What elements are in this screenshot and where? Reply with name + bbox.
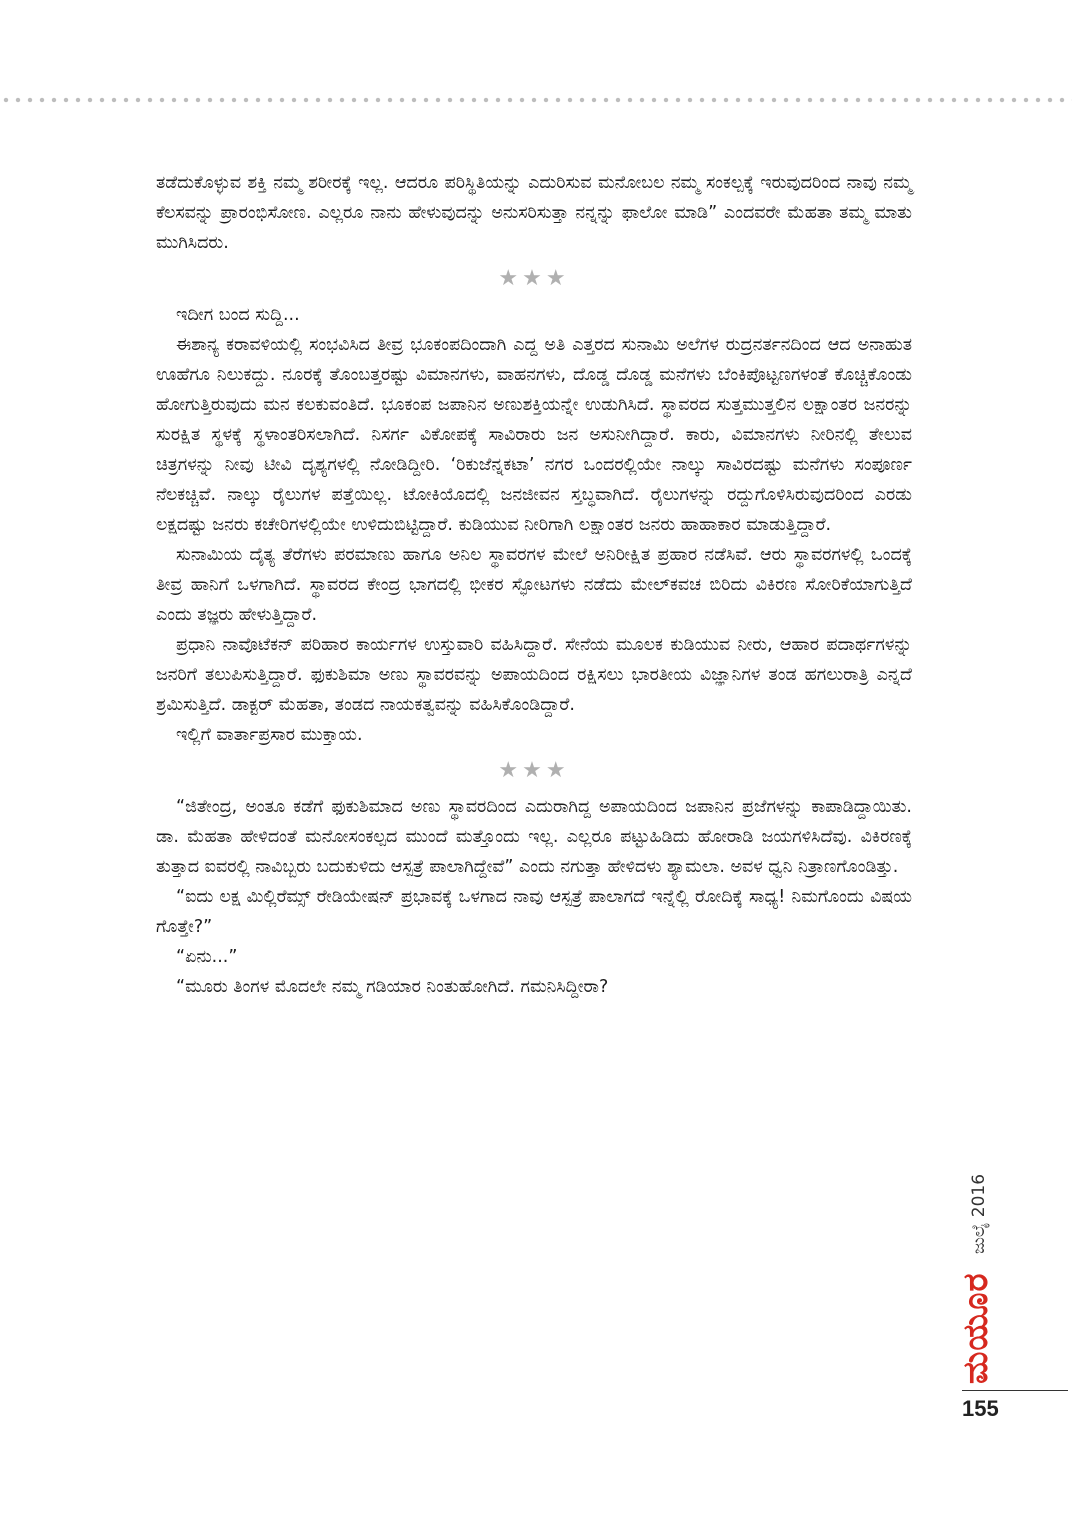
issue-date: ಜುಲೈ 2016 xyxy=(969,1173,989,1254)
magazine-sidebar xyxy=(946,1134,1026,1384)
paragraph: “ಐದು ಲಕ್ಷ ಮಿಲ್ಲಿರೆಮ್ಸ್ ರೇಡಿಯೇಷನ್ ಪ್ರಭಾವಕ್ಕೆ ಒಳಗಾದ ನಾವು ಆಸ್ಪತ್ರೆ ಪಾಲಾಗದೆ ಇನ್ನೆಲ್ಲಿ ರೋದಿಕ್ಕೆ ಸಾಧ್ಯ! ನಿಮಗೊಂದು ವಿಷಯ ಗೊತ್ತೇ?” xyxy=(156,887,912,937)
paragraph: “ಮೂರು ತಿಂಗಳ ಮೊದಲೇ ನಮ್ಮ ಗಡಿಯಾರ ನಿಂತುಹೋಗಿದೆ. ಗಮನಿಸಿದ್ದೀರಾ? xyxy=(176,977,609,997)
page-number-rule xyxy=(962,1390,1068,1391)
paragraph: ಸುನಾಮಿಯ ದೈತ್ಯ ತೆರೆಗಳು ಪರಮಾಣು ಹಾಗೂ ಅನಿಲ ಸ್ಥಾವರಗಳ ಮೇಲೆ ಅನಿರೀಕ್ಷಿತ ಪ್ರಹಾರ ನಡೆಸಿವೆ. ಆರು ಸ್ಥಾವರಗಳಲ್ಲಿ ಒಂದಕ್ಕೆ ತೀವ್ರ ಹಾನಿಗೆ ಒಳಗಾಗಿದೆ. ಸ್ಥಾವರದ ಕೇಂದ್ರ ಭಾಗದಲ್ಲಿ ಭೀಕರ ಸ್ಫೋಟಗಳು ನಡೆದು ಮೇಲ್‌ಕವಚ ಬಿರಿದು ವಿಕಿರಣ ಸೋರಿಕೆಯಾಗುತ್ತಿದೆ ಎಂದು ತಜ್ಞರು ಹೇಳುತ್ತಿದ್ದಾರೆ. xyxy=(156,545,912,625)
paragraph: “ಜಿತೇಂದ್ರ, ಅಂತೂ ಕಡೆಗೆ ಫುಕುಶಿಮಾದ ಅಣು ಸ್ಥಾವರದಿಂದ ಎದುರಾಗಿದ್ದ ಅಪಾಯದಿಂದ ಜಪಾನಿನ ಪ್ರಜೆಗಳನ್ನು ಕಾಪಾಡಿದ್ದಾಯಿತು. ಡಾ. ಮೆಹತಾ ಹೇಳಿದಂತೆ ಮನೋಸಂಕಲ್ಪದ ಮುಂದೆ ಮತ್ತೊಂದು ಇಲ್ಲ. ಎಲ್ಲರೂ ಪಟ್ಟುಹಿಡಿದು ಹೋರಾಡಿ ಜಯಗಳಿಸಿದೆವು. ವಿಕಿರಣಕ್ಕೆ ತುತ್ತಾದ ಐವರಲ್ಲಿ ನಾವಿಬ್ಬರು ಬದುಕುಳಿದು ಆಸ್ಪತ್ರೆ ಪಾಲಾಗಿದ್ದೇವೆ” ಎಂದು ನಗುತ್ತಾ ಹೇಳಿದಳು ಶ್ಯಾಮಲಾ. ಅವಳ ಧ್ವನಿ ನಿತ್ರಾಣಗೊಂಡಿತ್ತು. xyxy=(156,797,912,877)
magazine-logo: ಮಯೂರ xyxy=(956,1272,996,1384)
paragraph: “ಏನು...” xyxy=(176,947,238,967)
page-number: 155 xyxy=(962,1396,999,1421)
section-separator: ★★★ xyxy=(498,758,570,783)
section-separator: ★★★ xyxy=(498,266,570,291)
paragraph: ಈಶಾನ್ಯ ಕರಾವಳಿಯಲ್ಲಿ ಸಂಭವಿಸಿದ ತೀವ್ರ ಭೂಕಂಪದಿಂದಾಗಿ ಎದ್ದ ಅತಿ ಎತ್ತರದ ಸುನಾಮಿ ಅಲೆಗಳ ರುದ್ರನರ್ತನದಿಂದ ಆದ ಅನಾಹುತ ಊಹೆಗೂ ನಿಲುಕದ್ದು. ನೂರಕ್ಕೆ ತೊಂಬತ್ತರಷ್ಟು ವಿಮಾನಗಳು, ವಾಹನಗಳು, ದೊಡ್ಡ ದೊಡ್ಡ ಮನೆಗಳು ಬೆಂಕಿಪೊಟ್ಟಣಗಳಂತೆ ಕೊಚ್ಚಿಕೊಂಡು ಹೋಗುತ್ತಿರುವುದು ಮನ ಕಲಕುವಂತಿದೆ. ಭೂಕಂಪ ಜಪಾನಿನ ಅಣುಶಕ್ತಿಯನ್ನೇ ಉಡುಗಿಸಿದೆ. ಸ್ಥಾವರದ ಸುತ್ತಮುತ್ತಲಿನ ಲಕ್ಷಾಂತರ ಜನರನ್ನು ಸುರಕ್ಷಿತ ಸ್ಥಳಕ್ಕೆ ಸ್ಥಳಾಂತರಿಸಲಾಗಿದೆ. ನಿಸರ್ಗ ವಿಕೋಪಕ್ಕೆ ಸಾವಿರಾರು ಜನ ಅಸುನೀಗಿದ್ದಾರೆ. ಕಾರು, ವಿಮಾನಗಳು ನೀರಿನಲ್ಲಿ ತೇಲುವ ಚಿತ್ರಗಳನ್ನು ನೀವು ಟೀವಿ ದೃಶ್ಯಗಳಲ್ಲಿ ನೋಡಿದ್ದೀರಿ. ‘ರಿಕುಜೆನ್ನಕಟಾ’ ನಗರ ಒಂದರಲ್ಲಿಯೇ ನಾಲ್ಕು ಸಾವಿರದಷ್ಟು ಮನೆಗಳು ಸಂಪೂರ್ಣ ನೆಲಕಚ್ಚಿವೆ. ನಾಲ್ಕು ರೈಲುಗಳ ಪತ್ತೆಯಿಲ್ಲ. ಟೋಕಿಯೊದಲ್ಲಿ ಜನಜೀವನ ಸ್ತಬ್ಧವಾಗಿದೆ. ರೈಲುಗಳನ್ನು ರದ್ದುಗೊಳಿಸಿರುವುದರಿಂದ ಎರಡು ಲಕ್ಷದಷ್ಟು ಜನರು ಕಚೇರಿಗಳಲ್ಲಿಯೇ ಉಳಿದುಬಿಟ್ಟಿದ್ದಾರೆ. ಕುಡಿಯುವ ನೀರಿಗಾಗಿ ಲಕ್ಷಾಂತರ ಜನರು ಹಾಹಾಕಾರ ಮಾಡುತ್ತಿದ್ದಾರೆ. xyxy=(156,335,912,535)
paragraph: ಇಲ್ಲಿಗೆ ವಾರ್ತಾಪ್ರಸಾರ ಮುಕ್ತಾಯ. xyxy=(176,725,363,745)
paragraph: ಇದೀಗ ಬಂದ ಸುದ್ದಿ... xyxy=(176,305,300,325)
story-body xyxy=(156,168,912,1002)
paragraph: ಪ್ರಧಾನಿ ನಾವೊಟೆಕನ್ ಪರಿಹಾರ ಕಾರ್ಯಗಳ ಉಸ್ತುವಾರಿ ವಹಿಸಿದ್ದಾರೆ. ಸೇನೆಯ ಮೂಲಕ ಕುಡಿಯುವ ನೀರು, ಆಹಾರ ಪದಾರ್ಥಗಳನ್ನು ಜನರಿಗೆ ತಲುಪಿಸುತ್ತಿದ್ದಾರೆ. ಫುಕುಶಿಮಾ ಅಣು ಸ್ಥಾವರವನ್ನು ಅಪಾಯದಿಂದ ರಕ್ಷಿಸಲು ಭಾರತೀಯ ವಿಜ್ಞಾನಿಗಳ ತಂಡ ಹಗಲುರಾತ್ರಿ ಎನ್ನದೆ ಶ್ರಮಿಸುತ್ತಿದೆ. ಡಾಕ್ಟರ್ ಮೆಹತಾ, ತಂಡದ ನಾಯಕತ್ವವನ್ನು ವಹಿಸಿಕೊಂಡಿದ್ದಾರೆ. xyxy=(156,635,912,715)
dotted-header-rule xyxy=(0,96,1072,104)
paragraph: ತಡೆದುಕೊಳ್ಳುವ ಶಕ್ತಿ ನಮ್ಮ ಶರೀರಕ್ಕೆ ಇಲ್ಲ. ಆದರೂ ಪರಿಸ್ಥಿತಿಯನ್ನು ಎದುರಿಸುವ ಮನೋಬಲ ನಮ್ಮ ಸಂಕಲ್ಪಕ್ಕೆ ಇರುವುದರಿಂದ ನಾವು ನಮ್ಮ ಕೆಲಸವನ್ನು ಪ್ರಾರಂಭಿಸೋಣ. ಎಲ್ಲರೂ ನಾನು ಹೇಳುವುದನ್ನು ಅನುಸರಿಸುತ್ತಾ ನನ್ನನ್ನು ಫಾಲೋ ಮಾಡಿ” ಎಂದವರೇ ಮೆಹತಾ ತಮ್ಮ ಮಾತು ಮುಗಿಸಿದರು. xyxy=(156,173,912,253)
